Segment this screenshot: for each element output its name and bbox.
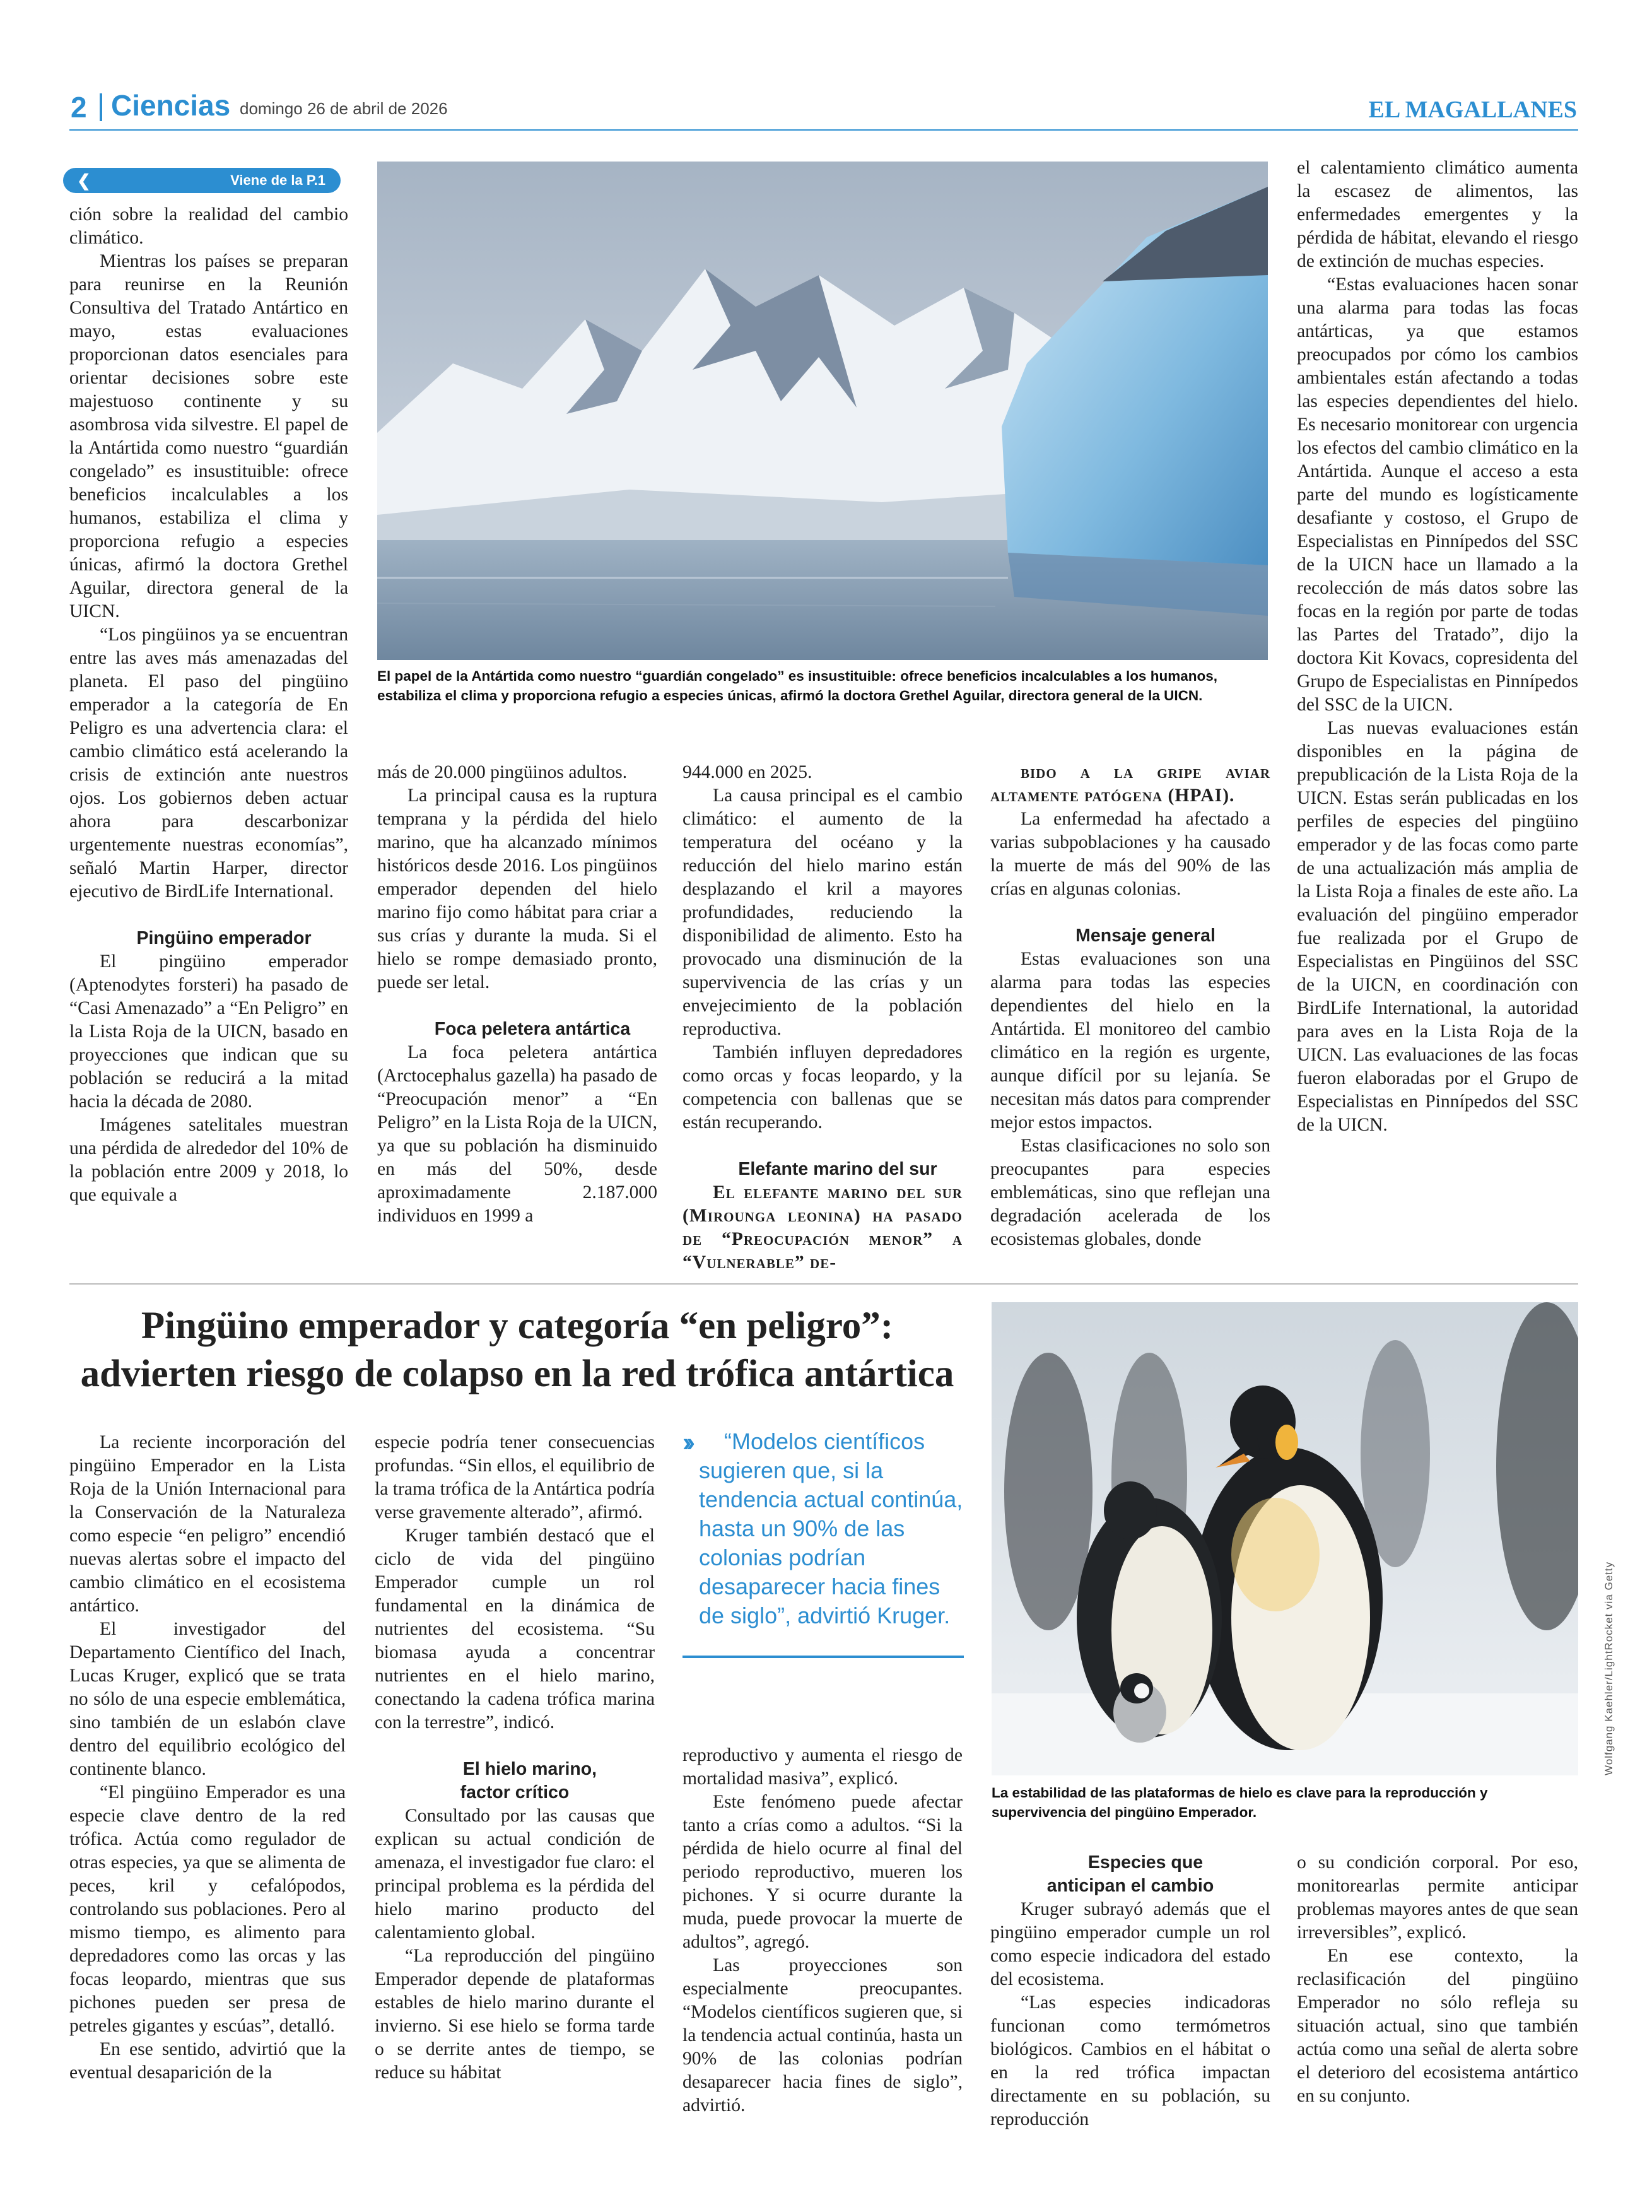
pull-quote-rule — [682, 1656, 964, 1658]
paragraph-lead: El elefante marino del sur (Mirounga leonina) ha pasado de “Preocupación menor” a “Vulnerable” de- — [682, 1182, 963, 1273]
subheading-elephant-seal: Elefante marino del sur — [738, 1159, 937, 1179]
section-title: Ciencias — [111, 89, 231, 122]
paragraph: Kruger subrayó además que el pingüino emperador cumple un rol como especie indicadora del estado del ecosistema. — [990, 1899, 1270, 1989]
paragraph: “La reproducción del pingüino Emperador depende de plataformas estables de hielo marino durante el invierno. Si ese hielo se forma tarde o se derrite antes de tiempo, se reduce su hábitat — [375, 1946, 655, 2083]
top-article-column-4 — [990, 761, 1270, 1251]
pull-quote: “Modelos científicos sugieren que, si la tendencia actual continúa, hasta un 90% de las colonias podrían desaparecer hacia fines de siglo”, advirtió Kruger. — [699, 1428, 963, 1628]
paragraph: El investigador del Departamento Científico del Inach, Lucas Kruger, explicó que se trata no sólo de una especie emblemática, sino también de un eslabón clave dentro del equilibrio ecológico del continente blanco. — [69, 1619, 346, 1779]
paragraph: La foca peletera antártica (Arctocephalus gazella) ha pasado de “Preocupación menor” a “En Peligro” en la Lista Roja de la UICN, ya que su población ha disminuido en más del 50%, desde aproximadamente 2.187.000 individuos en 1999 a — [377, 1042, 657, 1226]
paragraph: La enfermedad ha afectado a varias subpoblaciones y ha causado la muerte de más del 90% de las crías en algunas colonias. — [990, 809, 1270, 899]
paragraph: Estas clasificaciones no solo son preocupantes para especies emblemáticas, sino que reflejan una degradación acelerada de los ecosistemas globales, donde — [990, 1136, 1270, 1249]
antarctic-landscape-photo — [377, 162, 1268, 660]
subheading-sea-ice — [375, 1758, 655, 1804]
top-article-column-3 — [682, 761, 963, 1274]
paragraph: La principal causa es la ruptura temprana y la pérdida del hielo marino, que ha alcanzado mínimos históricos desde 2016. Los pingüinos emperador dependen del hielo marino fijo como hábitat para criar a sus crías y durante la muda. Si el hielo se rompe demasiado pronto, puede ser letal. — [377, 785, 657, 992]
paragraph-lead: bido a la gripe aviar altamente patógena (HPAI). — [990, 762, 1270, 806]
top-article-column-5 — [1297, 156, 1578, 1137]
subheading-indicator-species — [990, 1851, 1270, 1898]
chevron-left-icon: ❮ — [77, 171, 91, 190]
paragraph: La causa principal es el cambio climático: el aumento de la temperatura del océano y la reducción del hielo marino están desplazando el kril a mayores profundidades, reduciendo la disponibilidad de alimento. Esto ha provocado una disminución de la supervivencia de las crías y un envejecimiento de la población reproductiva. — [682, 785, 963, 1039]
top-article-column-2 — [377, 761, 657, 1228]
article-headline — [69, 1302, 965, 1398]
top-article-column-1 — [69, 203, 348, 1207]
bottom-article-column-2 — [375, 1431, 655, 2085]
subheading-line: anticipan el cambio — [1046, 1876, 1214, 1896]
newspaper-name: EL MAGALLANES — [1368, 97, 1577, 123]
page-number: 2 — [71, 91, 87, 124]
subheading-line: factor crítico — [460, 1782, 570, 1803]
paragraph: “Los pingüinos ya se encuentran entre las aves más amenazadas del planeta. El paso del pingüino emperador a la categoría de En Peligro es una advertencia clara: el cambio climático está acelerando la crisis de extinción ante nuestros ojos. Los gobiernos deben actuar ahora para descarbonizar urgentemente nuestras economías”, señaló Martin Harper, director ejecutivo de BirdLife International. — [69, 625, 348, 902]
paragraph: También influyen depredadores como orcas y focas leopardo, y la competencia con ballenas que se están recuperando. — [682, 1042, 963, 1132]
paragraph: Este fenómeno puede afectar tanto a crías como a adultos. “Si la pérdida de hielo ocurre al final del periodo reproductivo, mueren los pichones. Y si ocurre durante la muda, puede provocar la muerte de adultos”, agregó. — [682, 1792, 963, 1952]
article-divider — [69, 1283, 1578, 1285]
paragraph: En ese sentido, advirtió que la eventual desaparición de la — [69, 2039, 346, 2083]
paragraph: Las nuevas evaluaciones están disponibles en la página de prepublicación de la Lista Roja de la UICN. Estas serán publicadas en los perfiles de especies del pingüino emperador y de las focas como parte de una actualización más amplia de la Lista Roja a finales de este año. La evaluación del pingüino emperador fue realizada por el Grupo de Especialistas en Pingüinos del SSC de la UICN, en coordinación con BirdLife International, la autoridad para aves en la Lista Roja de la UICN. Las evaluaciones de las focas fueron elaboradas por el Grupo de Especialistas en Pinnípedos del SSC de la UICN. — [1297, 718, 1578, 1135]
photo-credit — [1598, 1302, 1617, 1782]
continued-from-badge[interactable] — [63, 168, 341, 193]
paragraph: Consultado por las causas que explican su actual condición de amenaza, el investigador fue claro: el principal problema es la pérdida del hielo marino producto del calentamiento global. — [375, 1806, 655, 1943]
continued-from-label: Viene de la P.1 — [230, 172, 325, 188]
paragraph: “Estas evaluaciones hacen sonar una alarma para todas las focas antárticas, ya que estamos preocupados por cómo los cambios ambientales están afectando a todas las especies dependientes del hielo. Es necesario monitorear con urgencia los efectos del cambio climático en la Antártida. Aunque el acceso a esta parte del mundo es logísticamente desafiante y costoso, el Grupo de Especialistas en Pinnípedos del SSC de la UICN hace un llamado a la recolección de más datos sobre las focas en la región por parte de todas las Partes del Tratado”, dijo la doctora Kit Kovacs, copresidenta del Grupo de Especialistas en Pinnípedos del SSC de la UICN. — [1297, 274, 1578, 715]
bottom-article-column-1 — [69, 1431, 346, 2085]
issue-date: domingo 26 de abril de 2026 — [240, 99, 448, 118]
header-separator — [100, 93, 102, 121]
paragraph: Imágenes satelitales muestran una pérdida de alrededor del 10% de la población entre 2009 y 2018, lo que equivale a — [69, 1115, 348, 1205]
paragraph: o su condición corporal. Por eso, monitorearlas permite anticipar problemas mayores antes de que sean irreversibles”, explicó. — [1297, 1852, 1578, 1943]
bottom-article-column-3 — [682, 1744, 963, 2117]
paragraph: Kruger también destacó que el ciclo de vida del pingüino Emperador cumple un rol fundamental en la dinámica de nutrientes del ecosistema. “Su biomasa ayuda a concentrar nutrientes en el hielo marino, conectando la cadena trófica marina con la terrestre”, indicó. — [375, 1526, 655, 1733]
subheading-line: Especies que — [1087, 1852, 1204, 1873]
paragraph: ción sobre la realidad del cambio climático. — [69, 204, 348, 248]
paragraph: Mientras los países se preparan para reunirse en la Reunión Consultiva del Tratado Antártico en mayo, estas evaluaciones proporcionan datos esenciales para orientar decisiones sobre este majestuoso continente y su asombrosa vida silvestre. El papel de la Antártida como nuestro “guardián congelado” es insustituible: ofrece beneficios incalculables a los humanos, estabiliza el clima y proporciona refugio a especies únicas, afirmó la doctora Grethel Aguilar, directora general de la UICN. — [69, 251, 348, 621]
bottom-article-column-4 — [990, 1851, 1270, 2131]
top-photo-caption: El papel de la Antártida como nuestro “guardián congelado” es insustituible: ofrece beneficios incalculables a los humanos, estabiliza el clima y proporciona refugio a especies únicas, afirmó la doctora Grethel Aguilar, directora general de la UICN. — [377, 668, 1217, 703]
subheading-general-message: Mensaje general — [1075, 926, 1216, 946]
header-rule — [69, 129, 1578, 131]
paragraph: En ese contexto, la reclasificación del pingüino Emperador no sólo refleja su situación actual, sino que también actúa como una señal de alerta sobre el deterioro del ecosistema antártico en su conjunto. — [1297, 1946, 1578, 2106]
headline-line-2: advierten riesgo de colapso en la red trófica antártica — [80, 1353, 954, 1395]
paragraph: La reciente incorporación del pingüino Emperador en la Lista Roja de la Unión Internacional para la Conservación de la Naturaleza como especie “en peligro” encendió nuevas alertas sobre el impacto del cambio climático en el ecosistema antártico. — [69, 1432, 346, 1616]
paragraph: “Las especies indicadoras funcionan como termómetros biológicos. Cambios en el hábitat o en la red trófica impactan directamente en su población, su reproducción — [990, 1992, 1270, 2129]
paragraph: 944.000 en 2025. — [682, 762, 812, 782]
paragraph: reproductivo y aumenta el riesgo de mortalidad masiva”, explicó. — [682, 1745, 963, 1789]
headline-line-1: Pingüino emperador y categoría “en peligro”: — [141, 1305, 894, 1347]
subheading-fur-seal: Foca peletera antártica — [434, 1019, 631, 1039]
paragraph: Estas evaluaciones son una alarma para todas las especies dependientes del hielo en la Antártida. El monitoreo del cambio climático en la región es urgente, aunque difícil por su lejanía. Se necesitan más datos para comprender mejor estos impactos. — [990, 949, 1270, 1132]
paragraph: El pingüino emperador (Aptenodytes forsteri) ha pasado de “Casi Amenazado” a “En Peligro” en la Lista Roja de la UICN, basado en proyecciones que indican que su población se reducirá a la mitad hacia la década de 2080. — [69, 951, 348, 1112]
paragraph: el calentamiento climático aumenta la escasez de alimentos, las enfermedades emergentes y la pérdida de hábitat, elevando el riesgo de extinción de muchas especies. — [1297, 158, 1578, 271]
paragraph: “El pingüino Emperador es una especie clave dentro de la red trófica. Actúa como regulador de otras especies, ya que se alimenta de peces, kril y cefalópodos, controlando sus poblaciones. Pero al mismo tiempo, es alimento para depredadores como las orcas y las focas leopardo, mientras que sus pichones pueden ser presa de petreles gigantes y escúas”, detalló. — [69, 1782, 346, 2036]
bottom-article-column-5 — [1297, 1851, 1578, 2108]
paragraph: más de 20.000 pingüinos adultos. — [377, 762, 628, 782]
subheading-line: El hielo marino, — [462, 1759, 597, 1779]
subheading-emperor-penguin: Pingüino emperador — [136, 928, 312, 948]
photo-credit-text: Wolfgang Kaehler/LightRocket via Getty — [1603, 1561, 1615, 1775]
paragraph: Las proyecciones son especialmente preocupantes. “Modelos científicos sugieren que, si la tendencia actual continúa, hasta un 90% de las colonias podrían desaparecer hacia fines de siglo”, advirtió. — [682, 1955, 963, 2115]
penguin-photo-caption: La estabilidad de las plataformas de hielo es clave para la reproducción y supervivencia del pingüino Emperador. — [992, 1785, 1488, 1820]
emperor-penguin-photo — [992, 1302, 1578, 1775]
paragraph: especie podría tener consecuencias profundas. “Sin ellos, el equilibrio de la trama trófica de la Antártica podría verse gravemente alterado”, afirmó. — [375, 1432, 655, 1522]
double-chevron-right-icon: ›› — [682, 1427, 690, 1457]
